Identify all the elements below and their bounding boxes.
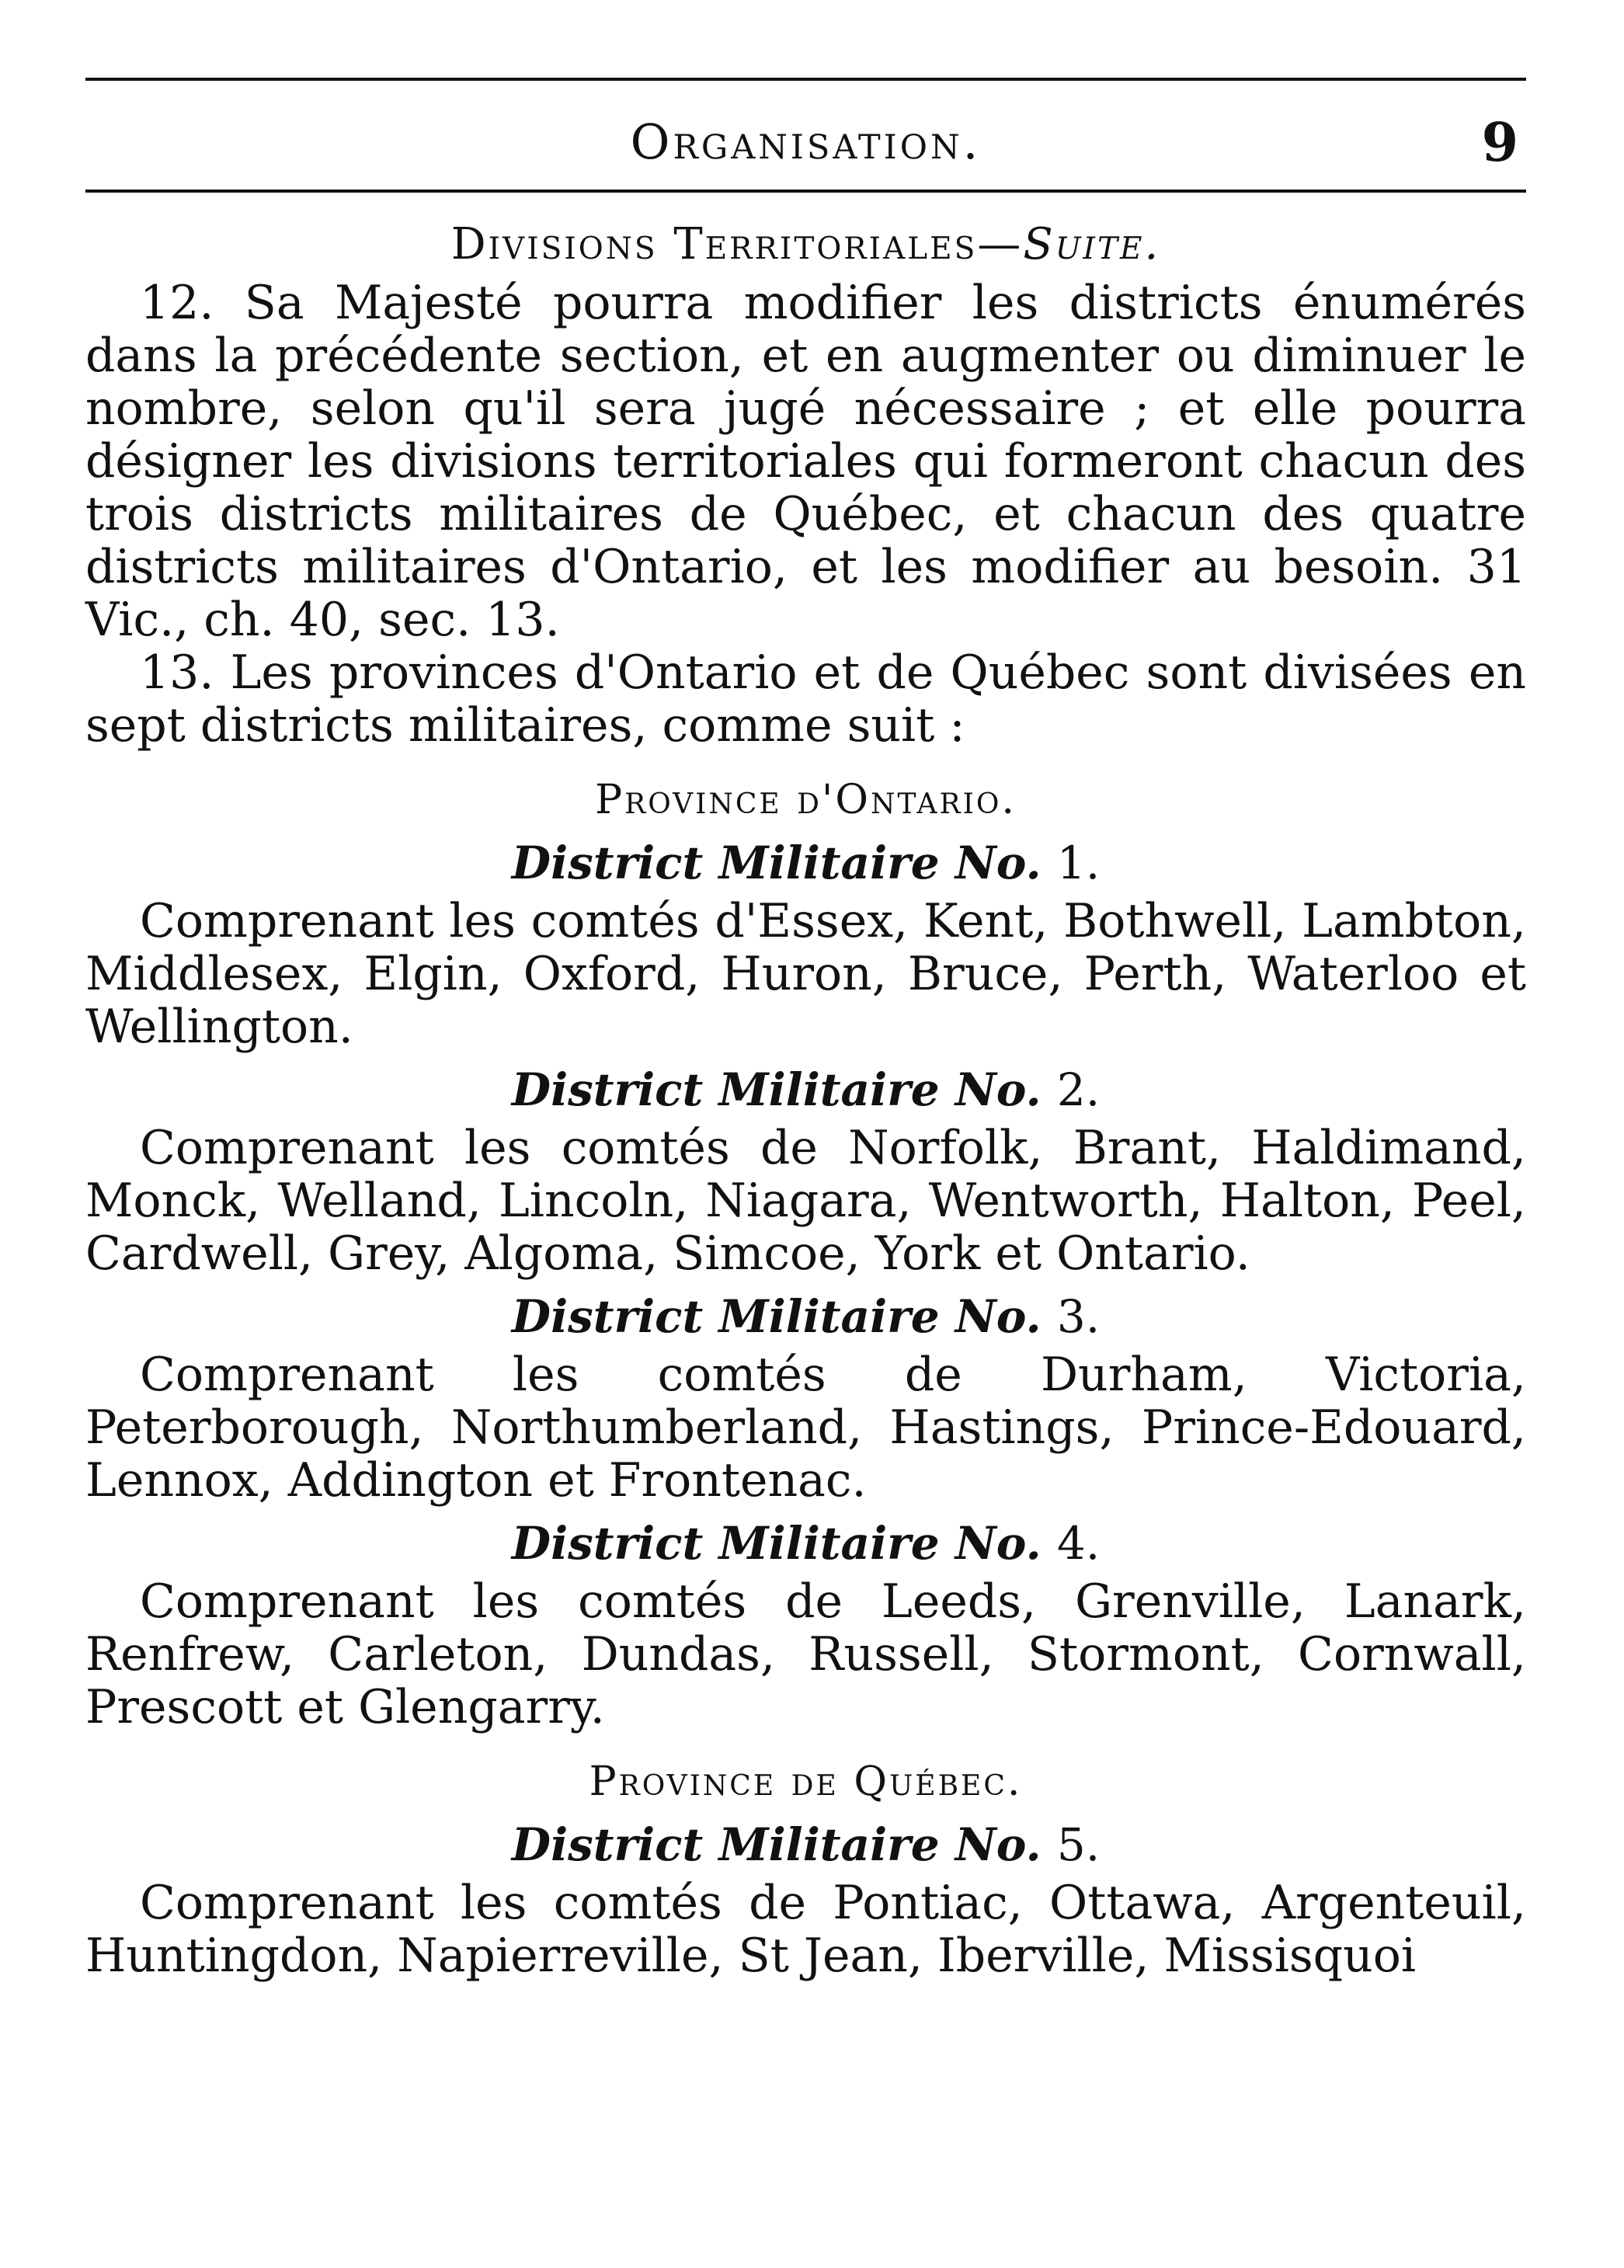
district-label: District Militaire No. bbox=[511, 1818, 1042, 1871]
district-number: 5. bbox=[1056, 1818, 1101, 1871]
district-text-1: Comprenant les comtés d'Essex, Kent, Bothwell, Lambton, Middlesex, Elgin, Oxford, Huron, Bruce, Perth, Waterloo et Wellington. bbox=[85, 894, 1526, 1054]
district-number: 4. bbox=[1056, 1517, 1101, 1570]
document-page bbox=[85, 78, 1526, 1990]
section-heading-suite: Suite. bbox=[1023, 219, 1161, 270]
district-number: 1. bbox=[1056, 837, 1101, 889]
district-text-5: Comprenant les comtés de Pontiac, Ottawa, Argenteuil, Huntingdon, Napierreville, St Jean, Iberville, Missisquoi bbox=[85, 1876, 1526, 1983]
district-text-2: Comprenant les comtés de Norfolk, Brant, Haldimand, Monck, Welland, Lincoln, Niagara, Wentworth, Halton, Peel, Cardwell, Grey, Algoma, Simcoe, York et Ontario. bbox=[85, 1121, 1526, 1281]
district-label: District Militaire No. bbox=[511, 1063, 1042, 1116]
paragraph-12: 12. Sa Majesté pourra modifier les districts énumérés dans la précédente section, et en augmenter ou diminuer le nombre, selon qu'il sera jugé nécessaire ; et elle pourra désigner les divisions territoriales qui formeront chacun des trois districts militaires de Québec, et chacun des quatre districts militaires d'Ontario, et les modifier au besoin. 31 Vic., ch. 40, sec. 13. bbox=[85, 276, 1526, 647]
section-heading-text: Divisions Territoriales— bbox=[450, 219, 1024, 270]
district-heading-5 bbox=[85, 1818, 1526, 1872]
district-number: 2. bbox=[1056, 1063, 1101, 1116]
province-heading-quebec: Province de Québec. bbox=[589, 1758, 1023, 1805]
section-heading bbox=[85, 219, 1526, 270]
header-rule bbox=[85, 190, 1526, 193]
district-number: 3. bbox=[1056, 1290, 1101, 1343]
district-heading-2 bbox=[85, 1063, 1526, 1117]
district-text-3: Comprenant les comtés de Durham, Victoria, Peterborough, Northumberland, Hastings, Prince-Edouard, Lennox, Addington et Frontenac. bbox=[85, 1348, 1526, 1508]
district-label: District Militaire No. bbox=[511, 837, 1042, 889]
district-label: District Militaire No. bbox=[511, 1517, 1042, 1570]
province-heading-ontario: Province d'Ontario. bbox=[595, 777, 1017, 823]
running-title: Organisation. bbox=[630, 113, 982, 170]
district-text-4: Comprenant les comtés de Leeds, Grenville, Lanark, Renfrew, Carleton, Dundas, Russell, Stormont, Cornwall, Prescott et Glengarry. bbox=[85, 1574, 1526, 1734]
page-number: 9 bbox=[1481, 112, 1518, 174]
district-heading-3 bbox=[85, 1289, 1526, 1344]
page-header bbox=[85, 81, 1526, 190]
district-heading-1 bbox=[85, 836, 1526, 890]
district-heading-4 bbox=[85, 1516, 1526, 1571]
paragraph-13: 13. Les provinces d'Ontario et de Québec sont divisées en sept districts militaires, comme suit : bbox=[85, 645, 1526, 753]
district-label: District Militaire No. bbox=[511, 1290, 1042, 1343]
